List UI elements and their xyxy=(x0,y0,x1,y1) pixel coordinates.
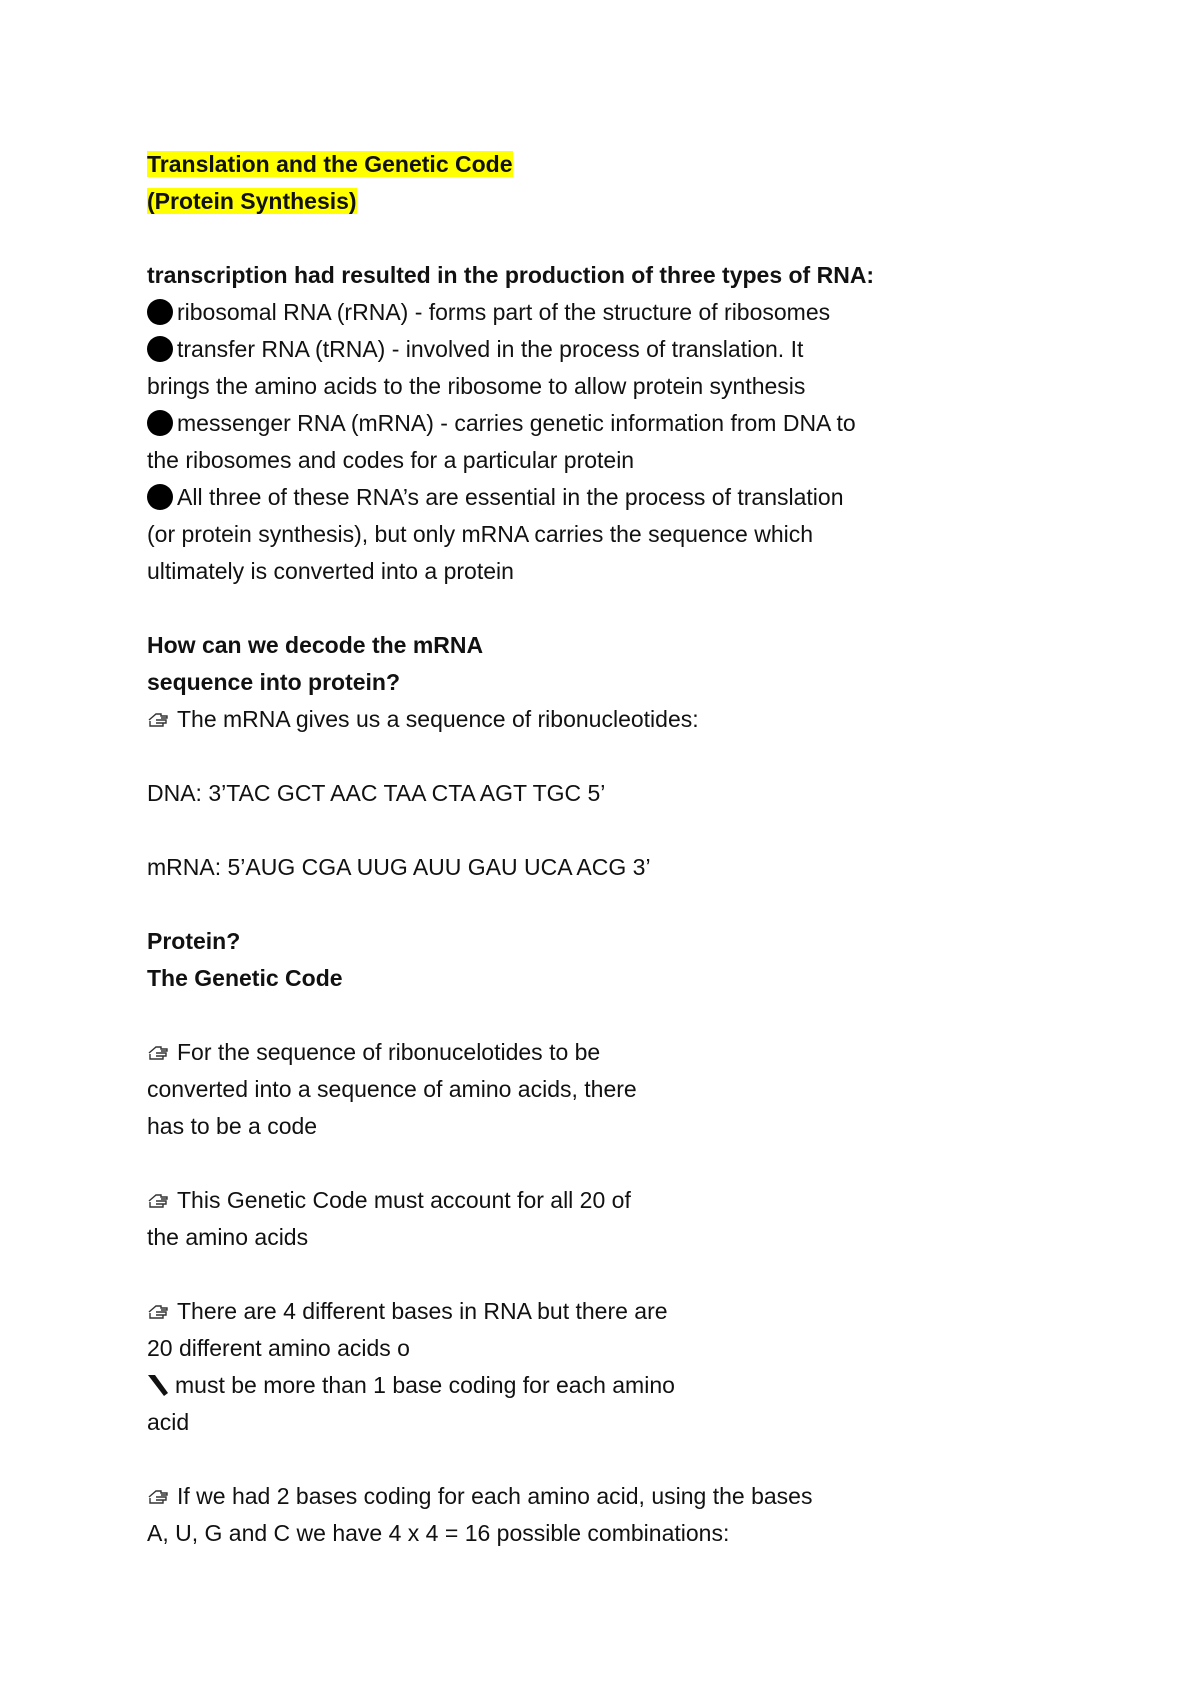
genetic-code-point-1 xyxy=(147,1034,1147,1071)
point-text: This Genetic Code must account for all 20 of xyxy=(177,1187,631,1213)
rna-list-item-1 xyxy=(147,294,1147,331)
genetic-code-point-4 xyxy=(147,1478,1147,1515)
spacer xyxy=(147,220,1147,257)
bullet-icon xyxy=(147,336,173,362)
genetic-code-point-2-cont: the amino acids xyxy=(147,1224,309,1250)
list-item-text: transfer RNA (tRNA) - involved in the process of translation. It xyxy=(177,336,804,362)
point-text: The mRNA gives us a sequence of ribonucleotides: xyxy=(177,706,699,732)
spacer xyxy=(147,997,1147,1034)
genetic-code-point-3-cont-1: 20 different amino acids o xyxy=(147,1335,410,1361)
genetic-code-point-3-cont-2 xyxy=(147,1367,1147,1404)
spacer xyxy=(147,590,1147,627)
pointing-hand-icon xyxy=(147,711,171,729)
bullet-icon xyxy=(147,410,173,436)
spacer xyxy=(147,1256,1147,1293)
pointing-hand-icon xyxy=(147,1303,171,1321)
rna-list-item-2-cont: brings the amino acids to the ribosome to allow protein synthesis xyxy=(147,373,806,399)
genetic-code-point-3 xyxy=(147,1293,1147,1330)
spacer xyxy=(147,1441,1147,1478)
genetic-code-point-4-cont: A, U, G and C we have 4 x 4 = 16 possible combinations: xyxy=(147,1520,730,1546)
rna-list-item-4 xyxy=(147,479,1147,516)
list-item-text: All three of these RNA’s are essential in the process of translation xyxy=(177,484,844,510)
genetic-code-point-3-cont-3: acid xyxy=(147,1409,190,1435)
point-text: If we had 2 bases coding for each amino acid, using the bases xyxy=(177,1483,813,1509)
point-text: For the sequence of ribonucelotides to be xyxy=(177,1039,601,1065)
bullet-icon xyxy=(147,299,173,325)
page-title: Translation and the Genetic Code xyxy=(147,151,513,177)
wedge-arrow-icon xyxy=(147,1373,169,1397)
page-subtitle: (Protein Synthesis) xyxy=(147,188,357,214)
decode-heading-2: sequence into protein? xyxy=(147,669,401,695)
genetic-code-point-1-cont-1: converted into a sequence of amino acids, there xyxy=(147,1076,637,1102)
rna-list-item-2 xyxy=(147,331,1147,368)
rna-list-item-3 xyxy=(147,405,1147,442)
spacer xyxy=(147,1145,1147,1182)
title-line-1 xyxy=(147,146,1147,183)
rna-list-item-3-cont: the ribosomes and codes for a particular protein xyxy=(147,447,635,473)
dna-sequence: DNA: 3’TAC GCT AAC TAA CTA AGT TGC 5’ xyxy=(147,780,606,806)
protein-heading: Protein? xyxy=(147,928,241,954)
pointing-hand-icon xyxy=(147,1044,171,1062)
point-text: must be more than 1 base coding for each amino xyxy=(175,1372,675,1398)
bullet-icon xyxy=(147,484,173,510)
point-text: There are 4 different bases in RNA but there are xyxy=(177,1298,668,1324)
title-line-2 xyxy=(147,183,1147,220)
pointing-hand-icon xyxy=(147,1488,171,1506)
list-item-text: ribosomal RNA (rRNA) - forms part of the structure of ribosomes xyxy=(177,299,831,325)
document-body xyxy=(147,146,1147,1552)
mrna-sequence: mRNA: 5’AUG CGA UUG AUU GAU UCA ACG 3’ xyxy=(147,854,651,880)
spacer xyxy=(147,886,1147,923)
list-item-text: messenger RNA (mRNA) - carries genetic information from DNA to xyxy=(177,410,856,436)
decode-heading-1: How can we decode the mRNA xyxy=(147,632,484,658)
genetic-code-point-2 xyxy=(147,1182,1147,1219)
intro-text: transcription had resulted in the production of three types of RNA: xyxy=(147,262,875,288)
rna-list-item-4-cont-2: ultimately is converted into a protein xyxy=(147,558,514,584)
decode-point-1 xyxy=(147,701,1147,738)
genetic-code-heading: The Genetic Code xyxy=(147,965,343,991)
pointing-hand-icon xyxy=(147,1192,171,1210)
spacer xyxy=(147,812,1147,849)
rna-list-item-4-cont-1: (or protein synthesis), but only mRNA carries the sequence which xyxy=(147,521,814,547)
spacer xyxy=(147,738,1147,775)
genetic-code-point-1-cont-2: has to be a code xyxy=(147,1113,318,1139)
